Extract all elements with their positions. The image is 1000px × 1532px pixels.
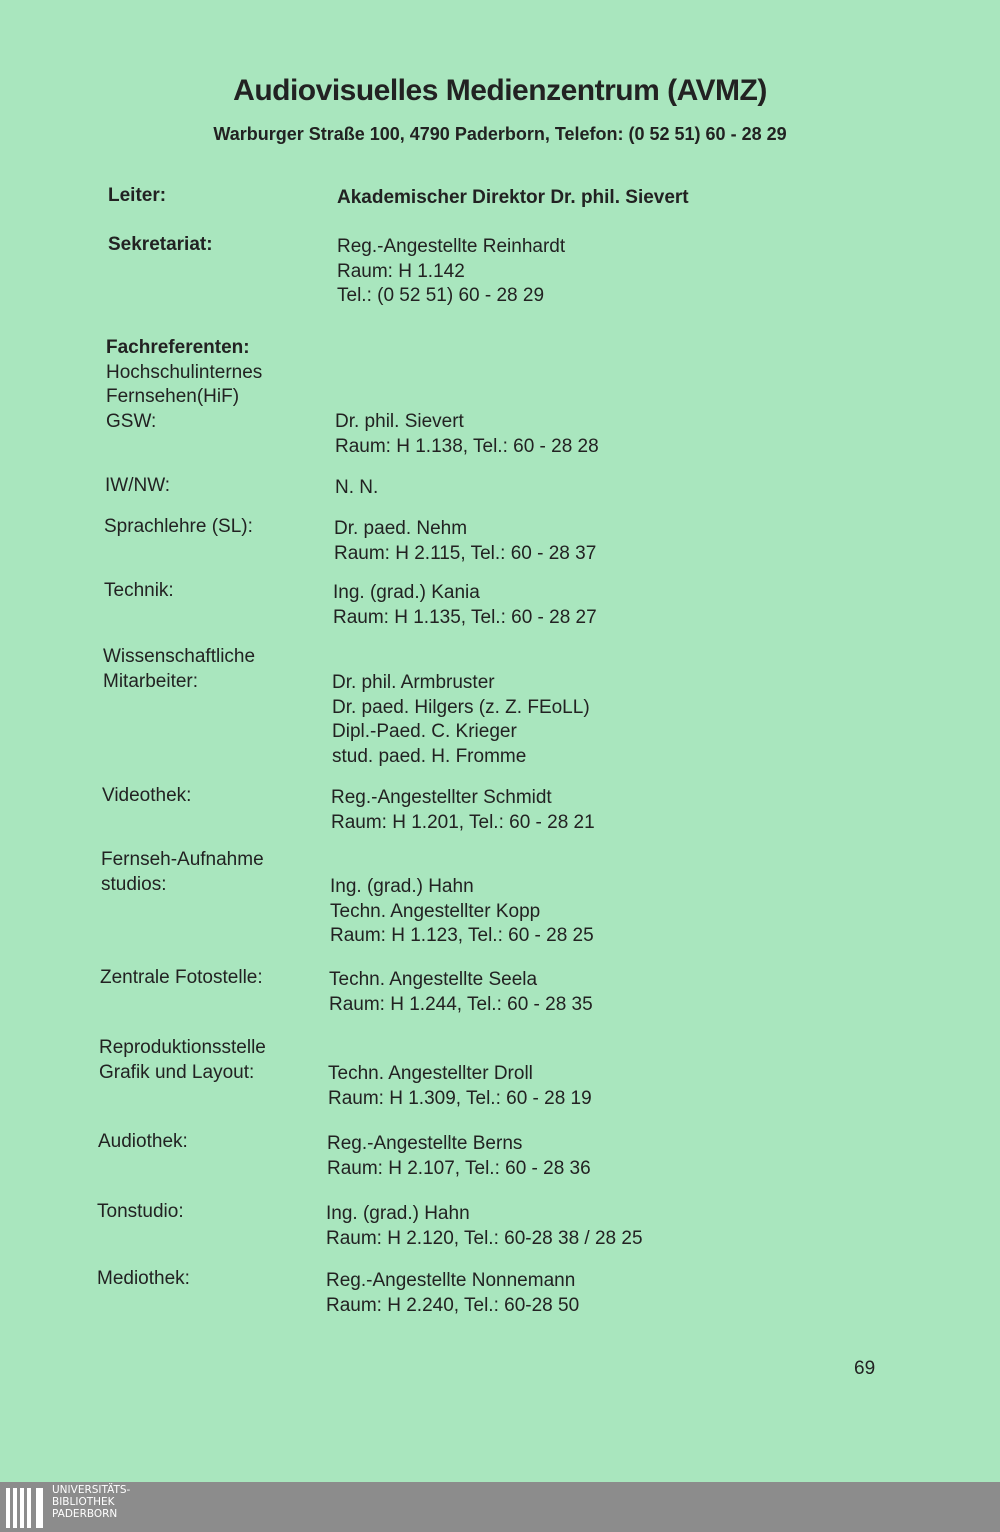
entry-wiss (103, 645, 255, 694)
entry-label: Tonstudio: (97, 1201, 184, 1222)
entry-line: Techn. Angestellte Seela (329, 969, 538, 990)
entry-line: Raum: H 1.138, Tel.: 60 - 28 28 (335, 435, 599, 457)
entry-sprachlehre-value (334, 517, 596, 566)
entry-label: Fernseh-Aufnahme (101, 849, 264, 870)
entry-line: Raum: H 1.244, Tel.: 60 - 28 35 (329, 993, 593, 1015)
library-footer (0, 1482, 1000, 1532)
entry-line: Dipl.-Paed. C. Krieger (332, 721, 517, 742)
entry-line: Reg.-Angestellte Reinhardt (337, 236, 566, 257)
entry-line: Raum: H 1.201, Tel.: 60 - 28 21 (331, 811, 595, 833)
entry-leiter-value (337, 186, 689, 211)
entry-audiothek-value (327, 1132, 591, 1181)
entry-line: Tel.: (0 52 51) 60 - 28 29 (337, 285, 545, 306)
logo-line: BIBLIOTHEK (52, 1496, 115, 1508)
entry-label: Leiter: (108, 185, 167, 206)
entry-label: IW/NW: (105, 475, 171, 496)
entry-label: Zentrale Fotostelle: (100, 967, 263, 988)
entry-wiss-value (332, 671, 590, 769)
entry-line: Raum: H 1.123, Tel.: 60 - 28 25 (330, 925, 594, 946)
address-line: Warburger Straße 100, 4790 Paderborn, Telefon: (0 52 51) 60 - 28 29 (213, 124, 787, 144)
entry-line: Raum: H 2.107, Tel.: 60 - 28 36 (327, 1157, 591, 1179)
entry-foto-value (329, 968, 593, 1017)
entry-gsw-value (335, 410, 599, 459)
entry-label: GSW: (106, 410, 157, 432)
library-logo-icon (4, 1484, 48, 1530)
entry-label: Audiothek: (98, 1131, 188, 1152)
entry-repro-value (328, 1062, 592, 1111)
entry-line: Raum: H 1.135, Tel.: 60 - 28 27 (333, 606, 597, 628)
entry-iwnw-value (335, 476, 378, 501)
library-logo-text (52, 1484, 130, 1520)
entry-tonstudio-value (326, 1202, 643, 1251)
entry-line: Techn. Angestellter Kopp (330, 900, 541, 922)
entry-line: Reg.-Angestellter Schmidt (331, 787, 552, 808)
entry-label: Mediothek: (97, 1268, 190, 1289)
entry-line: Dr. paed. Nehm (334, 518, 468, 539)
entry-label: Grafik und Layout: (99, 1061, 255, 1083)
entry-fernseh-value (330, 875, 594, 949)
entry-label: Videothek: (102, 785, 192, 806)
entry-line: stud. paed. H. Fromme (332, 745, 527, 767)
entry-line: Akademischer Direktor Dr. phil. Sievert (337, 187, 689, 208)
entry-label: Reproduktionsstelle (99, 1037, 266, 1058)
page-title: Audiovisuelles Medienzentrum (AVMZ) (233, 74, 767, 107)
entry-line: Dr. phil. Sievert (335, 411, 464, 432)
entry-label: Technik: (104, 580, 174, 601)
entry-line: Raum: H 2.120, Tel.: 60-28 38 / 28 25 (326, 1227, 643, 1249)
entry-line: Raum: H 1.309, Tel.: 60 - 28 19 (328, 1087, 592, 1109)
logo-line: UNIVERSITÄTS- (52, 1484, 131, 1496)
entry-label: Sekretariat: (108, 234, 213, 255)
entry-line: Raum: H 1.142 (337, 260, 465, 282)
page-number: 69 (854, 1358, 876, 1379)
entry-line: Hochschulinternes (106, 361, 263, 383)
entry-line: Reg.-Angestellte Berns (327, 1133, 523, 1154)
entry-line: Dr. paed. Hilgers (z. Z. FEoLL) (332, 696, 590, 718)
entry-technik-value (333, 581, 597, 630)
entry-repro (99, 1036, 266, 1085)
entry-line: Raum: H 2.115, Tel.: 60 - 28 37 (334, 542, 597, 564)
entry-label: studios: (101, 873, 167, 895)
entry-label: Sprachlehre (SL): (104, 516, 253, 537)
section-heading: Fachreferenten: (106, 337, 250, 358)
entry-line: Fernsehen(HiF) (106, 386, 240, 407)
entry-mediothek-value (326, 1269, 579, 1318)
entry-line: Ing. (grad.) Hahn (326, 1203, 470, 1224)
entry-line: Raum: H 2.240, Tel.: 60-28 50 (326, 1294, 580, 1316)
entry-label: Wissenschaftliche (103, 646, 256, 667)
entry-line: Ing. (grad.) Hahn (330, 876, 474, 897)
entry-fernseh (101, 848, 264, 897)
logo-line: PADERBORN (52, 1508, 118, 1520)
entry-line: Dr. phil. Armbruster (332, 672, 495, 693)
entry-fachreferenten (106, 336, 262, 434)
entry-line: Ing. (grad.) Kania (333, 582, 480, 603)
entry-line: Techn. Angestellter Droll (328, 1063, 533, 1084)
entry-line: Reg.-Angestellte Nonnemann (326, 1270, 576, 1291)
entry-line: N. N. (335, 477, 379, 498)
entry-videothek-value (331, 786, 595, 835)
entry-sekretariat-value (337, 235, 565, 309)
entry-label: Mitarbeiter: (103, 670, 199, 692)
